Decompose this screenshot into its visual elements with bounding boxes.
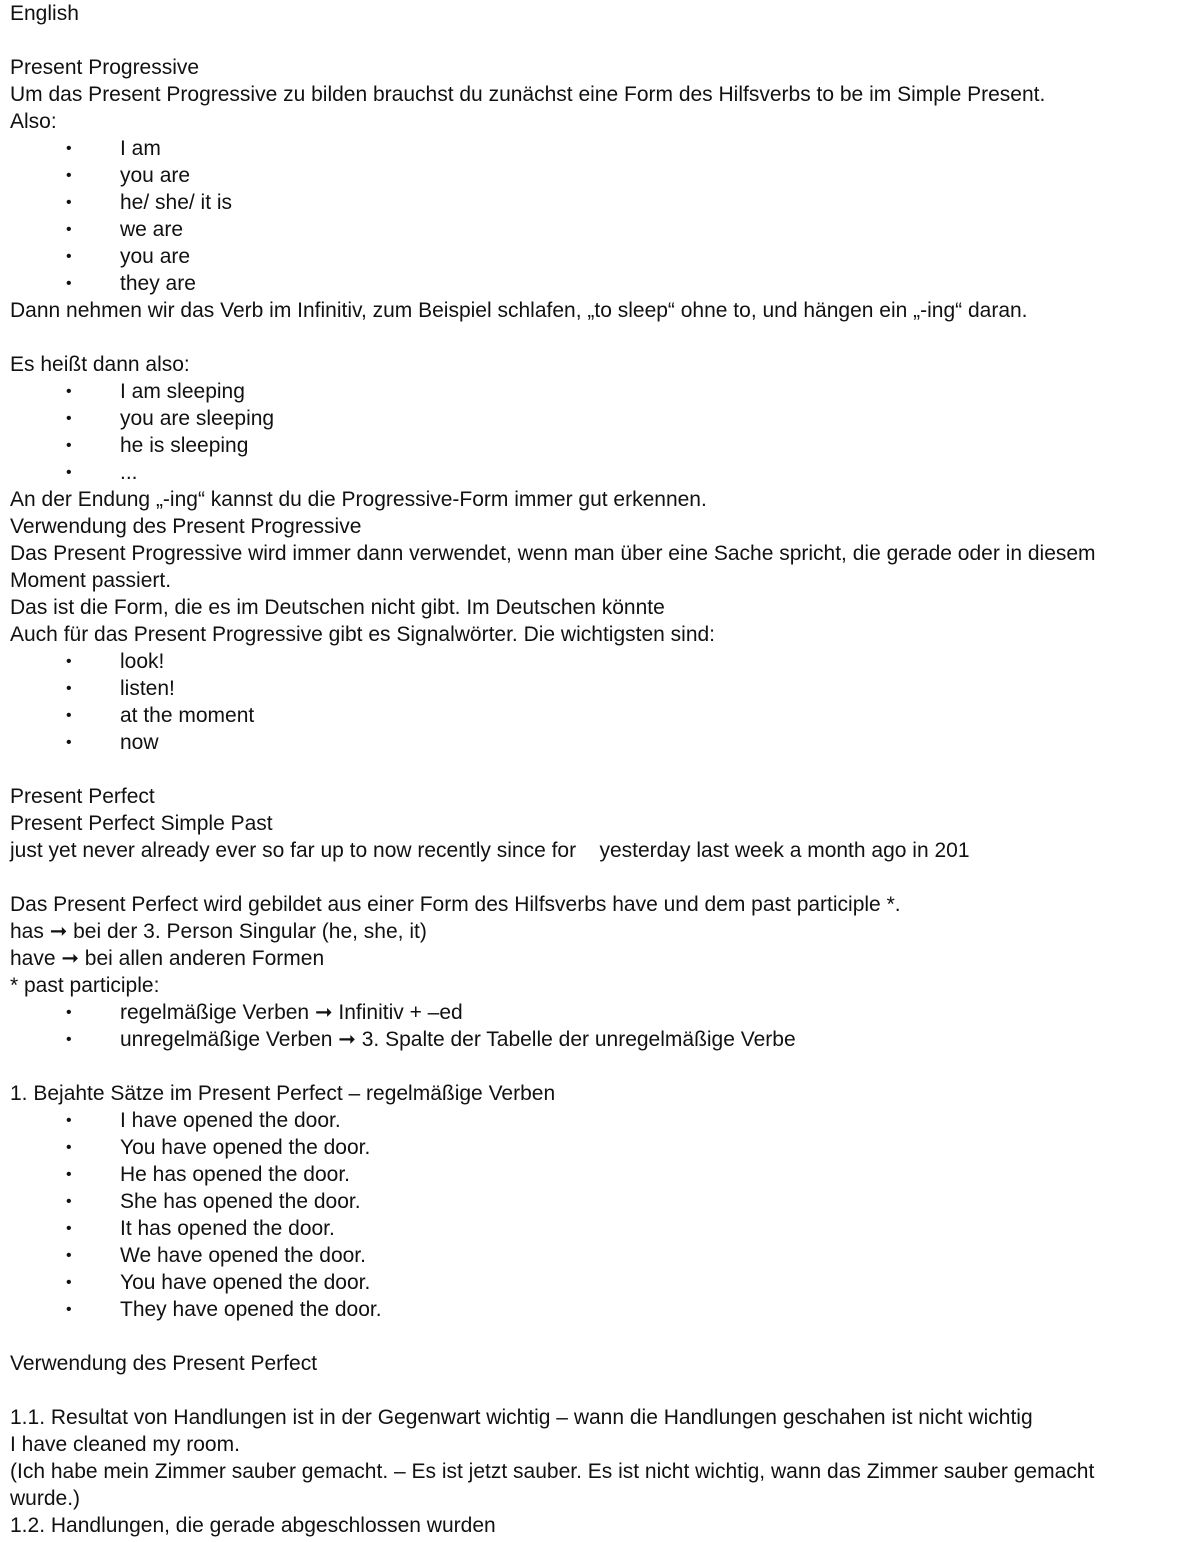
document-title: English — [10, 2, 79, 25]
present-progressive-heading: Present Progressive — [10, 56, 200, 79]
deutsch-text: Das ist die Form, die es im Deutschen nicht gibt. Im Deutschen könnte — [10, 596, 665, 619]
list-item: • She has opened the door. — [10, 1188, 1190, 1215]
list-item: • It has opened the door. — [10, 1215, 1190, 1242]
spacer — [10, 1053, 1190, 1080]
verwendung-progressive-heading: Verwendung des Present Progressive — [10, 515, 362, 538]
list-item: • ... — [10, 459, 1190, 486]
also-label: Also: — [10, 110, 57, 133]
sentences-list — [10, 1107, 1190, 1323]
spacer — [10, 27, 1190, 54]
list-item: • you are — [10, 243, 1190, 270]
spacer — [10, 1323, 1190, 1350]
resultat-heading: 1.1. Resultat von Handlungen ist in der Gegenwart wichtig – wann die Handlungen geschahen ist nicht wichtig — [10, 1406, 1033, 1429]
list-item: • I have opened the door. — [10, 1107, 1190, 1134]
present-perfect-heading: Present Perfect — [10, 785, 155, 808]
list-item: • you are sleeping — [10, 405, 1190, 432]
has-line: has ➞ bei der 3. Person Singular (he, she, it) — [10, 920, 427, 943]
list-item: • they are — [10, 270, 1190, 297]
signal-words-line: just yet never already ever so far up to now recently since for yesterday last week a month ago in 201 — [10, 839, 970, 862]
list-item: • You have opened the door. — [10, 1269, 1190, 1296]
spacer — [10, 756, 1190, 783]
have-line: have ➞ bei allen anderen Formen — [10, 947, 325, 970]
verwendung-progressive-text: Das Present Progressive wird immer dann verwendet, wenn man über eine Sache spricht, die gerade oder in diesem Moment passiert. — [10, 542, 1096, 592]
be-forms-list — [10, 135, 1190, 297]
formation-text: Das Present Perfect wird gebildet aus einer Form des Hilfsverbs have und dem past participle *. — [10, 893, 901, 916]
list-item: • he is sleeping — [10, 432, 1190, 459]
signalwoerter-text: Auch für das Present Progressive gibt es Signalwörter. Die wichtigsten sind: — [10, 623, 716, 646]
spacer — [10, 324, 1190, 351]
spacer — [10, 864, 1190, 891]
compare-line: Present Perfect Simple Past — [10, 812, 273, 835]
list-item: • We have opened the door. — [10, 1242, 1190, 1269]
list-item: • You have opened the door. — [10, 1134, 1190, 1161]
list-item: • He has opened the door. — [10, 1161, 1190, 1188]
endung-text: An der Endung „-ing“ kannst du die Progressive-Form immer gut erkennen. — [10, 488, 707, 511]
example-explanation: (Ich habe mein Zimmer sauber gemacht. – Es ist jetzt sauber. Es ist nicht wichtig, wann das Zimmer sauber gemacht wurde.) — [10, 1460, 1095, 1510]
verb-explanation: Dann nehmen wir das Verb im Infinitiv, zum Beispiel schlafen, „to sleep“ ohne to, und hängen ein „-ing“ daran. — [10, 299, 1028, 322]
list-item: • unregelmäßige Verben ➞ 3. Spalte der Tabelle der unregelmäßige Verbe — [10, 1026, 1190, 1053]
example-sentence: I have cleaned my room. — [10, 1433, 240, 1456]
examples-list — [10, 378, 1190, 486]
es-heisst-label: Es heißt dann also: — [10, 353, 190, 376]
pp-intro-text: Um das Present Progressive zu bilden brauchst du zunächst eine Form des Hilfsverbs to be im Simple Present. — [10, 83, 1046, 106]
bejahte-saetze-heading: 1. Bejahte Sätze im Present Perfect – regelmäßige Verben — [10, 1082, 556, 1105]
verwendung-perfect-heading: Verwendung des Present Perfect — [10, 1352, 318, 1375]
past-participle-label: * past participle: — [10, 974, 160, 997]
list-item: • look! — [10, 648, 1190, 675]
list-item: • we are — [10, 216, 1190, 243]
list-item: • you are — [10, 162, 1190, 189]
list-item: • listen! — [10, 675, 1190, 702]
list-item: • at the moment — [10, 702, 1190, 729]
list-item: • now — [10, 729, 1190, 756]
spacer — [10, 1377, 1190, 1404]
past-participle-list — [10, 999, 1190, 1053]
list-item: • regelmäßige Verben ➞ Infinitiv + –ed — [10, 999, 1190, 1026]
list-item: • I am — [10, 135, 1190, 162]
list-item: • They have opened the door. — [10, 1296, 1190, 1323]
list-item: • he/ she/ it is — [10, 189, 1190, 216]
list-item: • I am sleeping — [10, 378, 1190, 405]
signal-words-list — [10, 648, 1190, 756]
abgeschlossen-heading: 1.2. Handlungen, die gerade abgeschlossen wurden — [10, 1514, 496, 1537]
